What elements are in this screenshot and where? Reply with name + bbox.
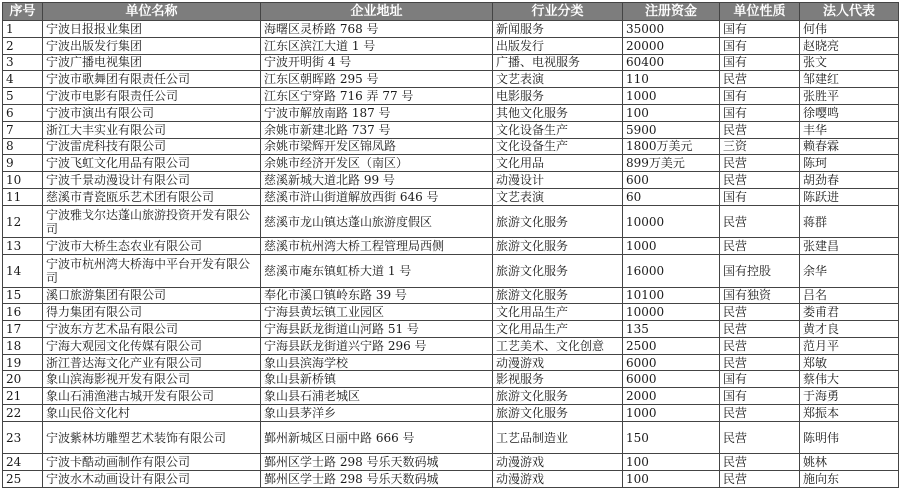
cell-nature: 民营 [720,421,800,453]
cell-seq: 2 [3,37,43,54]
cell-capital: 16000 [623,255,720,287]
cell-industry: 动漫游戏 [493,471,623,488]
cell-address: 奉化市溪口镇岭东路 39 号 [261,287,493,304]
cell-representative: 范月平 [800,337,899,354]
cell-industry: 文艺表演 [493,71,623,88]
cell-capital: 899万美元 [623,155,720,172]
cell-capital: 2500 [623,337,720,354]
cell-nature: 民营 [720,205,800,237]
cell-representative: 张建昌 [800,238,899,255]
cell-capital: 60400 [623,54,720,71]
cell-representative: 张文 [800,54,899,71]
cell-address: 宁海县跃龙街道山河路 51 号 [261,321,493,338]
cell-unit-name: 宁波日报报业集团 [43,21,261,38]
cell-nature: 国有 [720,21,800,38]
cell-industry: 文化设备生产 [493,138,623,155]
table-row [3,321,899,338]
table-row [3,121,899,138]
header-seq: 序号 [3,3,43,21]
cell-nature: 民营 [720,238,800,255]
cell-unit-name: 宁波紫林坊雕塑艺术装饰有限公司 [43,421,261,453]
table-row [3,255,899,287]
cell-industry: 文艺表演 [493,188,623,205]
cell-address: 江东区滨江大道 1 号 [261,37,493,54]
cell-unit-name: 宁波市演出有限公司 [43,104,261,121]
cell-nature: 民营 [720,172,800,189]
table-row [3,337,899,354]
header-capital: 注册资金 [623,3,720,21]
enterprise-table-container [2,2,898,488]
cell-seq: 17 [3,321,43,338]
cell-nature: 民营 [720,471,800,488]
cell-nature: 三资 [720,138,800,155]
cell-unit-name: 象山石浦渔港古城开发有限公司 [43,388,261,405]
cell-seq: 23 [3,421,43,453]
cell-industry: 新闻服务 [493,21,623,38]
table-row [3,304,899,321]
cell-seq: 18 [3,337,43,354]
cell-capital: 1000 [623,238,720,255]
cell-unit-name: 宁波雷虎科技有限公司 [43,138,261,155]
table-row [3,138,899,155]
cell-seq: 25 [3,471,43,488]
cell-capital: 600 [623,172,720,189]
cell-capital: 1800万美元 [623,138,720,155]
cell-capital: 10100 [623,287,720,304]
cell-capital: 6000 [623,354,720,371]
cell-seq: 15 [3,287,43,304]
cell-unit-name: 浙江大丰实业有限公司 [43,121,261,138]
cell-seq: 13 [3,238,43,255]
cell-address: 慈溪市龙山镇达蓬山旅游度假区 [261,205,493,237]
header-representative: 法人代表 [800,3,899,21]
cell-representative: 邹建红 [800,71,899,88]
cell-seq: 16 [3,304,43,321]
cell-address: 象山县石浦老城区 [261,388,493,405]
table-row [3,172,899,189]
cell-industry: 文化设备生产 [493,121,623,138]
cell-representative: 蒋群 [800,205,899,237]
cell-industry: 广播、电视服务 [493,54,623,71]
cell-address: 余姚市经济开发区（南区） [261,155,493,172]
cell-representative: 何伟 [800,21,899,38]
cell-industry: 旅游文化服务 [493,388,623,405]
cell-seq: 8 [3,138,43,155]
cell-industry: 出版发行 [493,37,623,54]
cell-representative: 郑敏 [800,354,899,371]
cell-nature: 民营 [720,71,800,88]
cell-unit-name: 宁波市电影有限责任公司 [43,88,261,105]
cell-nature: 国有 [720,188,800,205]
enterprise-table [2,2,899,488]
cell-industry: 电影服务 [493,88,623,105]
cell-unit-name: 宁波市歌舞团有限责任公司 [43,71,261,88]
cell-representative: 黄才良 [800,321,899,338]
table-row [3,205,899,237]
cell-industry: 其他文化服务 [493,104,623,121]
cell-nature: 民营 [720,454,800,471]
cell-representative: 陈跃进 [800,188,899,205]
cell-unit-name: 宁波市大桥生态农业有限公司 [43,238,261,255]
cell-seq: 24 [3,454,43,471]
cell-nature: 国有独资 [720,287,800,304]
table-row [3,238,899,255]
table-row [3,354,899,371]
cell-unit-name: 浙江普达海文化产业有限公司 [43,354,261,371]
cell-industry: 旅游文化服务 [493,205,623,237]
cell-unit-name: 宁波市杭州湾大桥海中平台开发有限公司 [43,255,261,287]
cell-address: 宁海县跃龙街道兴宁路 296 号 [261,337,493,354]
cell-representative: 陈明伟 [800,421,899,453]
table-body [3,21,899,488]
cell-address: 象山县新桥镇 [261,371,493,388]
cell-seq: 6 [3,104,43,121]
cell-industry: 旅游文化服务 [493,255,623,287]
cell-address: 江东区宁穿路 716 弄 77 号 [261,88,493,105]
cell-capital: 1000 [623,405,720,422]
table-row [3,388,899,405]
cell-capital: 20000 [623,37,720,54]
cell-seq: 5 [3,88,43,105]
cell-representative: 赖春霖 [800,138,899,155]
cell-unit-name: 宁波水木动画设计有限公司 [43,471,261,488]
cell-capital: 10000 [623,205,720,237]
cell-capital: 10000 [623,304,720,321]
cell-seq: 11 [3,188,43,205]
cell-address: 鄞州新城区日丽中路 666 号 [261,421,493,453]
cell-nature: 民营 [720,321,800,338]
cell-address: 鄞州区学士路 298 号乐天数码城 [261,471,493,488]
cell-capital: 6000 [623,371,720,388]
table-row [3,21,899,38]
cell-address: 宁海县黄坛镇工业园区 [261,304,493,321]
cell-address: 余姚市梁辉开发区锦凤路 [261,138,493,155]
header-nature: 单位性质 [720,3,800,21]
cell-representative: 徐嘤鸣 [800,104,899,121]
cell-nature: 国有 [720,388,800,405]
cell-seq: 14 [3,255,43,287]
header-industry: 行业分类 [493,3,623,21]
cell-seq: 20 [3,371,43,388]
cell-address: 余姚市新建北路 737 号 [261,121,493,138]
header-unit-name: 单位名称 [43,3,261,21]
cell-unit-name: 宁波东方艺术品有限公司 [43,321,261,338]
cell-seq: 3 [3,54,43,71]
cell-representative: 吕名 [800,287,899,304]
cell-unit-name: 宁波雅戈尔达蓬山旅游投资开发有限公司 [43,205,261,237]
cell-nature: 国有 [720,54,800,71]
table-row [3,88,899,105]
cell-nature: 国有 [720,88,800,105]
cell-nature: 民营 [720,304,800,321]
cell-unit-name: 宁波千景动漫设计有限公司 [43,172,261,189]
cell-representative: 赵晓亮 [800,37,899,54]
cell-unit-name: 象山民俗文化村 [43,405,261,422]
cell-industry: 旅游文化服务 [493,287,623,304]
table-row [3,54,899,71]
table-row [3,421,899,453]
cell-nature: 民营 [720,354,800,371]
cell-industry: 动漫设计 [493,172,623,189]
cell-address: 象山县茅洋乡 [261,405,493,422]
cell-industry: 文化用品生产 [493,304,623,321]
cell-nature: 民营 [720,405,800,422]
cell-capital: 1000 [623,88,720,105]
cell-address: 象山县滨海学校 [261,354,493,371]
cell-unit-name: 宁波卡酷动画制作有限公司 [43,454,261,471]
cell-capital: 35000 [623,21,720,38]
table-row [3,188,899,205]
cell-industry: 旅游文化服务 [493,405,623,422]
cell-capital: 2000 [623,388,720,405]
cell-address: 慈溪市杭州湾大桥工程管理局西侧 [261,238,493,255]
header-address: 企业地址 [261,3,493,21]
cell-address: 宁波市解放南路 187 号 [261,104,493,121]
cell-capital: 100 [623,104,720,121]
cell-seq: 1 [3,21,43,38]
cell-industry: 动漫游戏 [493,454,623,471]
table-row [3,71,899,88]
cell-seq: 21 [3,388,43,405]
cell-industry: 工艺品制造业 [493,421,623,453]
cell-address: 慈溪市庵东镇虹桥大道 1 号 [261,255,493,287]
table-row [3,405,899,422]
cell-address: 宁波开明街 4 号 [261,54,493,71]
table-row [3,104,899,121]
table-row [3,371,899,388]
cell-nature: 国有 [720,371,800,388]
cell-representative: 姚林 [800,454,899,471]
cell-representative: 娄甫君 [800,304,899,321]
cell-seq: 22 [3,405,43,422]
cell-unit-name: 溪口旅游集团有限公司 [43,287,261,304]
cell-industry: 影视服务 [493,371,623,388]
table-row [3,454,899,471]
cell-industry: 文化用品生产 [493,321,623,338]
cell-address: 海曙区灵桥路 768 号 [261,21,493,38]
cell-nature: 国有 [720,104,800,121]
cell-unit-name: 慈溪市青瓷瓯乐艺术团有限公司 [43,188,261,205]
cell-capital: 135 [623,321,720,338]
cell-capital: 150 [623,421,720,453]
cell-address: 鄞州区学士路 298 号乐天数码城 [261,454,493,471]
cell-unit-name: 象山滨海影视开发有限公司 [43,371,261,388]
cell-address: 慈溪市浒山街道解放西街 646 号 [261,188,493,205]
cell-seq: 4 [3,71,43,88]
table-row [3,155,899,172]
cell-address: 江东区朝晖路 295 号 [261,71,493,88]
header-row [3,3,899,21]
cell-capital: 110 [623,71,720,88]
table-row [3,471,899,488]
cell-unit-name: 得力集团有限公司 [43,304,261,321]
cell-capital: 60 [623,188,720,205]
cell-nature: 民营 [720,121,800,138]
cell-representative: 陈珂 [800,155,899,172]
cell-address: 慈溪新城大道北路 99 号 [261,172,493,189]
cell-seq: 9 [3,155,43,172]
cell-representative: 余华 [800,255,899,287]
cell-representative: 郑振本 [800,405,899,422]
cell-capital: 100 [623,454,720,471]
cell-representative: 施向东 [800,471,899,488]
cell-industry: 文化用品 [493,155,623,172]
cell-seq: 19 [3,354,43,371]
cell-representative: 张胜平 [800,88,899,105]
cell-nature: 国有控股 [720,255,800,287]
cell-capital: 5900 [623,121,720,138]
cell-capital: 100 [623,471,720,488]
cell-industry: 工艺美术、文化创意 [493,337,623,354]
cell-representative: 胡劲春 [800,172,899,189]
cell-unit-name: 宁海大观园文化传媒有限公司 [43,337,261,354]
cell-nature: 民营 [720,337,800,354]
cell-representative: 于海勇 [800,388,899,405]
cell-seq: 10 [3,172,43,189]
cell-representative: 蔡伟大 [800,371,899,388]
cell-representative: 丰华 [800,121,899,138]
cell-nature: 民营 [720,155,800,172]
cell-unit-name: 宁波广播电视集团 [43,54,261,71]
cell-industry: 旅游文化服务 [493,238,623,255]
table-row [3,37,899,54]
cell-unit-name: 宁波出版发行集团 [43,37,261,54]
cell-seq: 7 [3,121,43,138]
cell-seq: 12 [3,205,43,237]
cell-industry: 动漫游戏 [493,354,623,371]
cell-nature: 国有 [720,37,800,54]
cell-unit-name: 宁波飞虹文化用品有限公司 [43,155,261,172]
table-row [3,287,899,304]
